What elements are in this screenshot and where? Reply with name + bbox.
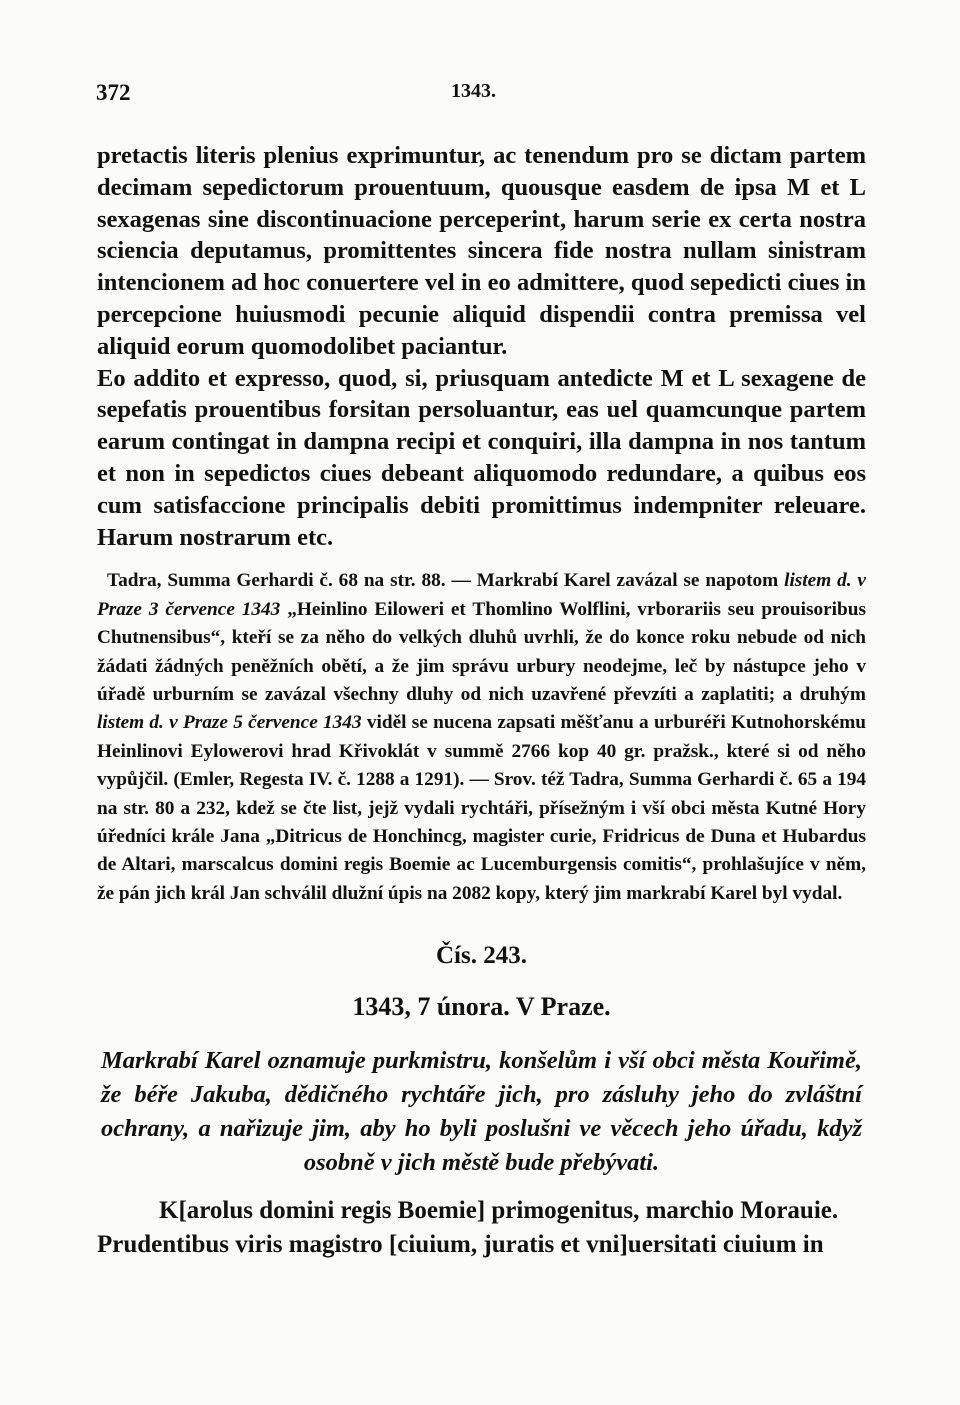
note-text-2: „Heinlino Eiloweri et Thomlino Wolflini, vrborariis seu prouisoribus Chutnensibus“, kteří se za něho do velkých dluhů uvrhli, že do konce roku nebude od nich žádati žádných peněžních obětí, a že jim správu urbury neodejme, leč by nástupce jeho v úřadě urburním se zavázal všechny dluhy od nich uzavřené převzíti a zaplatiti; a druhým (97, 598, 866, 705)
latin-paragraph-1: pretactis literis plenius exprimuntur, ac tenendum pro se dictam partem decimam sepedictorum prouentuum, quousque easdem de ipsa M et L sexagenas sine discontinuacione perceperint, harum serie ex certa nostra sciencia deputamus, promittentes sincera fide nostra nullam sinistram intencionem ad hoc conuertere vel in eo admittere, quod sepedicti ciues in percepcione huiusmodi pecunie aliquid dispendii contra premissa vel aliquid eorum quomodolibet paciantur. (97, 142, 866, 360)
note-paragraph (97, 567, 866, 908)
note-text-3: viděl se nucena zapsati měšťanu a urburéři Kutnohorskému Heinlinovi Eylowerovi hrad Křivoklát v summě 2766 kop 40 gr. pražsk., které si od něho vypůjčil. (Emler, Regesta IV. č. 1288 a 1291). — Srov. též Tadra, Summa Gerhardi č. 65 a 194 na str. 80 a 232, kdež se čte list, jejž vydali rychtáři, přísežným i vší obci města Kutné Hory úředníci krále Jana „Ditricus de Honchincg, magister curie, Fridricus de Duna et Hubardus de Altari, marscalcus domini regis Boemie ac Lucemburgensis comitis“, prohlašujíce v něm, že pán jich král Jan schválil dlužní úpis na 2082 kopy, který jim markrabí Karel byl vydal. (97, 712, 866, 904)
document-text-line-2: Prudentibus viris magistro [ciuium, juratis et vni]uersitati ciuium in (97, 1231, 824, 1259)
document-text-line-1: K[arolus domini regis Boemie] primogenitus, marchio Morauie. (159, 1197, 839, 1225)
note-text-1: Tadra, Summa Gerhardi č. 68 na str. 88. — Markrabí Karel zavázal se napotom (107, 570, 779, 592)
page-body (97, 140, 866, 1262)
document-text (97, 1194, 866, 1262)
document-regest: Markrabí Karel oznamuje purkmistru, konšelům i vší obci města Kouřimě, že béře Jakuba, dědičného rychtáře jich, pro zásluhy jeho do zvláštní ochrany, a nařizuje jim, aby ho byli poslušni ve věcech jeho úřadu, když osobně v jich městě bude přebývati. (101, 1047, 862, 1177)
document-date-place: 1343, 7 února. V Praze. (352, 992, 611, 1022)
editorial-note (97, 567, 866, 908)
page-number: 372 (96, 80, 131, 105)
note-italic-2: listem d. v Praze 5 července 1343 (97, 712, 362, 734)
page-header (96, 80, 864, 110)
document-number: Čís. 243. (436, 942, 527, 970)
running-head-year: 1343. (451, 80, 496, 102)
note-italic-1: listem d. v Praze 3 července 1343 (97, 570, 866, 620)
latin-paragraph-2: Eo addito et expresso, quod, si, priusquam antedicte M et L sexagene de sepefatis prouentibus forsitan persoluantur, eas uel quamcunque partem earum contingat in dampna recipi et conquiri, illa dampna in nos tantum et non in sepedictos ciues debeant aliquomodo redundare, a quibus eos cum satisfaccione principalis debiti promittimus indempniter releuare. Harum nostrarum etc. (97, 364, 866, 551)
